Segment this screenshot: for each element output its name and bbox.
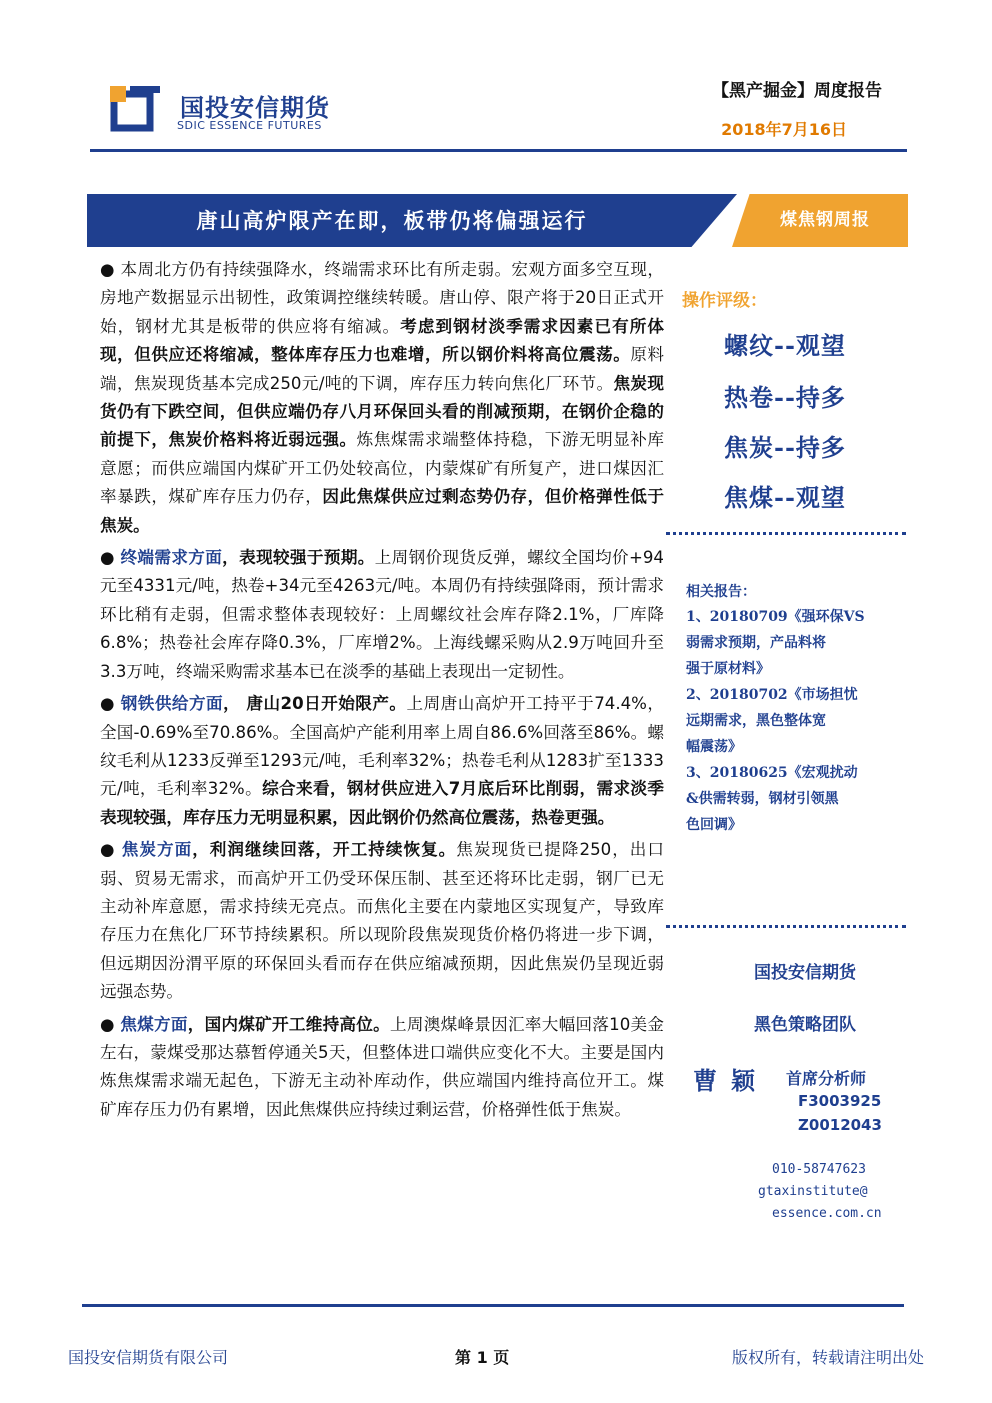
footer-company: 国投安信期货有限公司	[68, 1348, 229, 1367]
analyst-title: 首席分析师	[786, 1069, 867, 1088]
section-keyword: 焦炭方面	[121, 840, 193, 860]
report-title: 唐山高炉限产在即，板带仍将偏强运行	[196, 208, 588, 233]
main-body	[100, 256, 664, 1128]
related-reports-list	[686, 604, 896, 838]
dotted-divider	[666, 925, 906, 928]
section-keyword: 钢铁供给方面	[120, 694, 224, 714]
report-type: 【黑产掘金】周度报告	[712, 81, 882, 101]
coking-coal-paragraph: ● 焦煤方面，国内煤矿开工维持高位。上周澳煤峰景因汇率大幅回落10美金左右，蒙煤受那达慕暂停通关5天，但整体进口端供应变化不大。主要是国内炼焦煤需求端无起色，下游无主动补库动作，供应端国内维持高位开工。煤矿库存压力仍有累增，因此焦煤供应持续过剩运营，价格弹性低于焦炭。	[100, 1014, 664, 1119]
section-keyword: 终端需求方面	[120, 548, 223, 568]
related-report-line: 远期需求，黑色整体宽	[686, 713, 826, 729]
summary-paragraph: ● 本周北方仍有持续强降水，终端需求环比有所走弱。宏观方面多空互现，房地产数据显示出韧性，政策调控继续转暖。唐山停、限产将于20日正式开始，钢材尤其是板带的供应将有缩减。考虑到钢材淡季需求因素已有所体现，但供应还将缩减，整体库存压力也难增，所以钢价料将高位震荡。原料端，焦炭现货基本完成250元/吨的下调，库存压力转向焦化厂环节。焦炭现货仍有下跌空间，但供应端仍存八月环保回头看的削减预期，在钢价企稳的前提下，焦炭价格料将近弱远强。炼焦煤需求端整体持稳，下游无明显补库意愿；而供应端国内煤矿开工仍处较高位，内蒙煤矿有所复产，进口煤因汇率暴跌，煤矿库存压力仍存，因此焦煤供应过剩态势仍存，但价格弹性低于焦炭。	[100, 260, 665, 535]
demand-paragraph: ● 终端需求方面，表现较强于预期。上周钢价现货反弹，螺纹全国均价+94元至4331元/吨，热卷+34元至4263元/吨。本周仍有持续强降雨，预计需求环比稍有走弱，但需求整体表现较好：上周螺纹社会库存降2.1%，厂库降6.8%；热卷社会库存降0.3%，厂库增2%。上海线螺采购从2.9万吨回升至3.3万吨，终端采购需求基本已在淡季的基础上表现出一定韧性。	[100, 548, 664, 681]
company-name: 国投安信期货	[754, 963, 856, 983]
related-report-line: 1、20180709《强环保VS	[686, 609, 865, 625]
logo-text-cn: 国投安信期货	[180, 94, 330, 122]
related-reports-label: 相关报告：	[686, 584, 756, 600]
contact-phone: 010-58747623	[772, 1162, 866, 1177]
team-name: 黑色策略团队	[754, 1015, 856, 1035]
rating-hot-coil: 热卷--持多	[724, 383, 846, 412]
logo-text-en: SDIC ESSENCE FUTURES	[177, 119, 322, 132]
dotted-divider	[666, 532, 906, 535]
category-tag: 煤焦钢周报	[780, 210, 870, 230]
supply-paragraph: ● 钢铁供给方面， 唐山20日开始限产。上周唐山高炉开工持平于74.4%，全国-0.69%至70.86%。全国高炉产能利用率上周自86.6%回落至86%。螺纹毛利从1233反弹至1293元/吨，毛利率32%；热卷毛利从1283扩至1333元/吨，毛利率32%。综合来看，钢材供应进入7月底后环比削弱，需求淡季表现较强，库存压力无明显积累，因此钢价仍然高位震荡，热卷更强。	[100, 694, 665, 827]
page-number: 第 1 页	[455, 1348, 510, 1367]
rating-rebar: 螺纹--观望	[724, 331, 846, 360]
contact-email: essence.com.cn	[772, 1206, 882, 1221]
related-report-line: 弱需求预期，产品料将	[686, 635, 826, 651]
related-report-line: 2、20180702《市场担忧	[686, 687, 858, 703]
coke-paragraph: ● 焦炭方面，利润继续回落，开工持续恢复。焦炭现货已提降250，出口弱、贸易无需求，而高炉开工仍受环保压制、甚至还将环比走弱，钢厂已无主动补库意愿，需求持续无亮点。而焦化主要在内蒙地区实现复产，导致库存压力在焦化厂环节持续累积。所以现阶段焦炭现货价格仍将进一步下调，但远期因汾渭平原的环保回头看而存在供应缩减预期，因此焦炭仍呈现近弱远强态势。	[100, 840, 665, 1002]
related-report-line: 色回调》	[686, 817, 742, 833]
related-report-line: 幅震荡》	[686, 739, 742, 755]
related-report-line: &供需转弱，钢材引领黑	[686, 791, 839, 807]
section-keyword: 焦煤方面	[120, 1014, 188, 1034]
copyright-notice: 版权所有，转载请注明出处	[731, 1348, 924, 1367]
related-report-line: 强于原材料》	[686, 661, 770, 677]
analyst-name: 曹颖	[693, 1066, 769, 1095]
rating-coke: 焦炭--持多	[724, 433, 846, 462]
contact-email: gtaxinstitute@	[758, 1184, 868, 1199]
certificate-number: Z0012043	[798, 1116, 882, 1134]
rating-coking-coal: 焦煤--观望	[724, 483, 846, 512]
report-date: 2018年7月16日	[721, 120, 847, 139]
company-logo-icon	[108, 84, 164, 132]
footer-divider	[82, 1304, 904, 1307]
related-report-line: 3、20180625《宏观扰动	[686, 765, 858, 781]
rating-label: 操作评级：	[682, 291, 767, 311]
certificate-number: F3003925	[798, 1092, 882, 1110]
header-divider	[90, 149, 907, 152]
